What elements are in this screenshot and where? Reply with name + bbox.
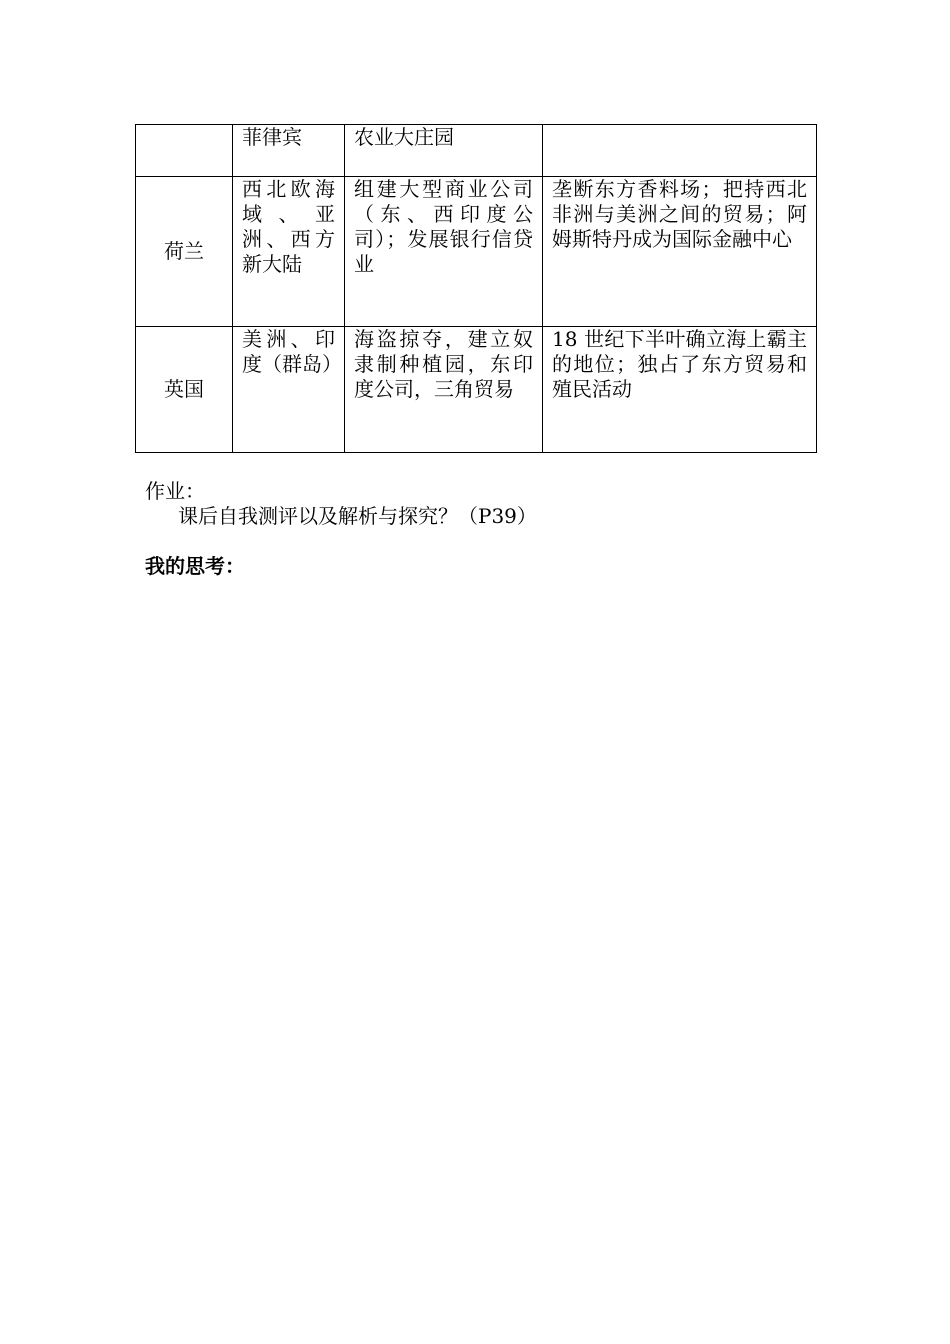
measures-cell: 海盗掠夺，建立奴隶制种植园，东印度公司，三角贸易 bbox=[345, 327, 543, 453]
reflection-heading: 我的思考： bbox=[145, 554, 245, 578]
region-cell: 西北欧海域、亚洲、西方新大陆 bbox=[233, 177, 345, 327]
measures-cell: 农业大庄园 bbox=[345, 125, 543, 177]
table-row bbox=[136, 125, 817, 177]
result-cell bbox=[543, 125, 817, 177]
region-cell: 菲律宾 bbox=[233, 125, 345, 177]
homework-text: 课后自我测评以及解析与探究？（P39） bbox=[178, 504, 537, 528]
colonial-expansion-table bbox=[135, 124, 817, 453]
table-row bbox=[136, 177, 817, 327]
country-cell: 英国 bbox=[136, 327, 233, 453]
table-row bbox=[136, 327, 817, 453]
homework-heading: 作业： bbox=[145, 479, 205, 503]
result-cell: 18 世纪下半叶确立海上霸主的地位；独占了东方贸易和殖民活动 bbox=[543, 327, 817, 453]
result-cell: 垄断东方香料场；把持西北非洲与美洲之间的贸易；阿姆斯特丹成为国际金融中心 bbox=[543, 177, 817, 327]
measures-cell: 组建大型商业公司（东、西印度公司）；发展银行信贷业 bbox=[345, 177, 543, 327]
country-cell bbox=[136, 125, 233, 177]
country-cell: 荷兰 bbox=[136, 177, 233, 327]
region-cell: 美洲、印度（群岛） bbox=[233, 327, 345, 453]
